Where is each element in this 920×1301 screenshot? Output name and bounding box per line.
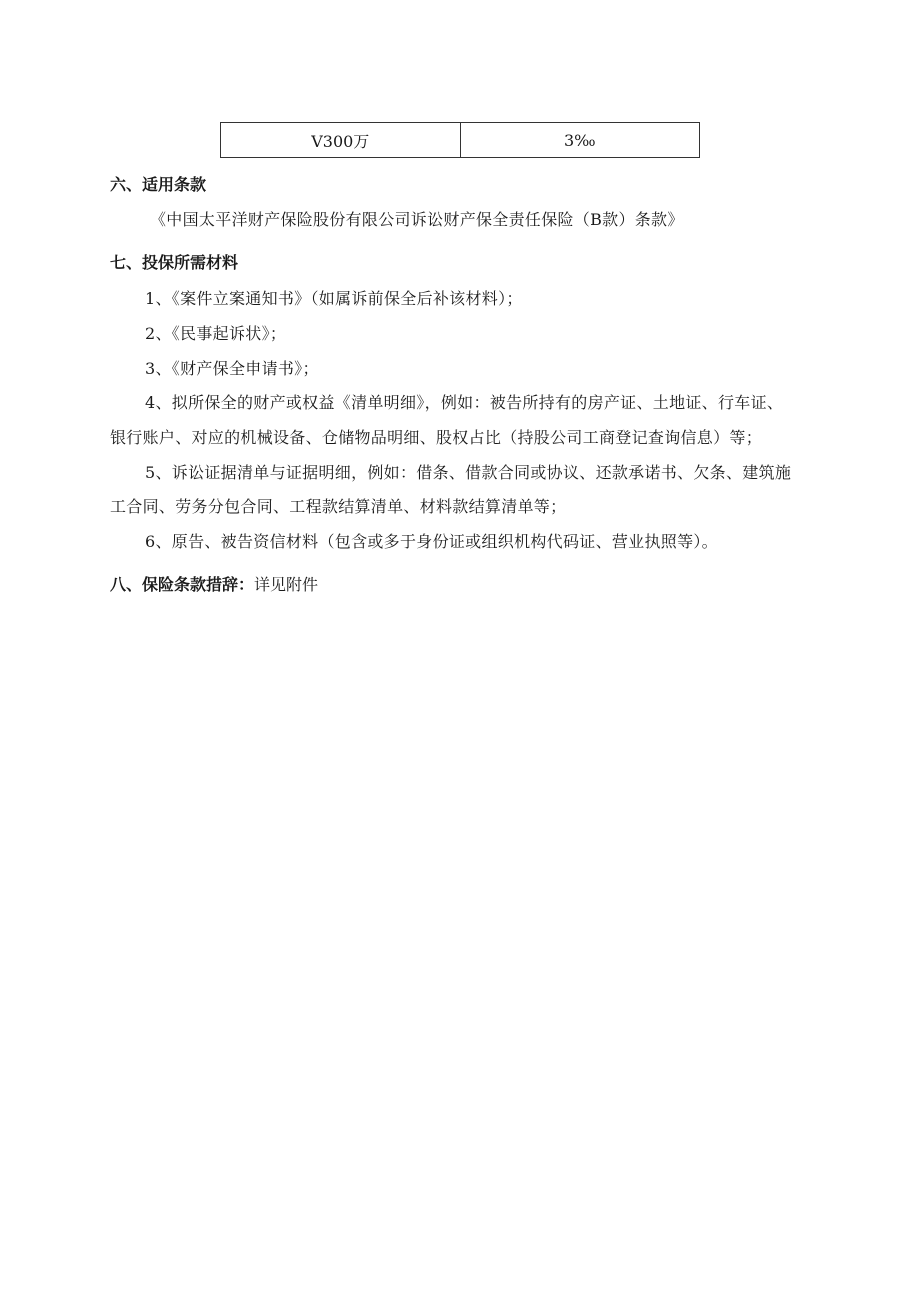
- material-item-5-line-1: 5、诉讼证据清单与证据明细，例如：借条、借款合同或协议、还款承诺书、欠条、建筑施: [145, 463, 792, 482]
- section-8-text: 详见附件: [254, 575, 319, 594]
- material-item-6: 6、原告、被告资信材料（包含或多于身份证或组织机构代码证、营业执照等）。: [145, 532, 718, 551]
- section-6-heading: 六、适用条款: [110, 175, 207, 194]
- material-item-1: 1、《案件立案通知书》（如属诉前保全后补该材料）；: [145, 289, 523, 308]
- applicable-clause-text: 《中国太平洋财产保险股份有限公司诉讼财产保全责任保险（B款）条款》: [150, 210, 684, 229]
- material-item-5-line-2: 工合同、劳务分包合同、工程款结算清单、材料款结算清单等；: [110, 497, 567, 516]
- material-item-3: 3、《财产保全申请书》；: [145, 359, 319, 378]
- rate-table: [220, 122, 700, 158]
- section-7-heading: 七、投保所需材料: [110, 253, 239, 272]
- section-8-heading: [110, 572, 318, 595]
- material-item-2: 2、《民事起诉状》；: [145, 324, 287, 343]
- material-item-4-line-2: 银行账户、对应的机械设备、仓储物品明细、股权占比（持股公司工商登记查询信息）等；: [110, 428, 763, 447]
- rate-cell: 3‰: [460, 123, 699, 158]
- amount-cell: V300万: [221, 123, 461, 158]
- section-8-heading-label: 八、保险条款措辞：: [110, 575, 255, 594]
- table-row: [221, 123, 700, 158]
- material-item-4-line-1: 4、拟所保全的财产或权益《清单明细》，例如：被告所持有的房产证、土地证、行车证、: [145, 393, 784, 412]
